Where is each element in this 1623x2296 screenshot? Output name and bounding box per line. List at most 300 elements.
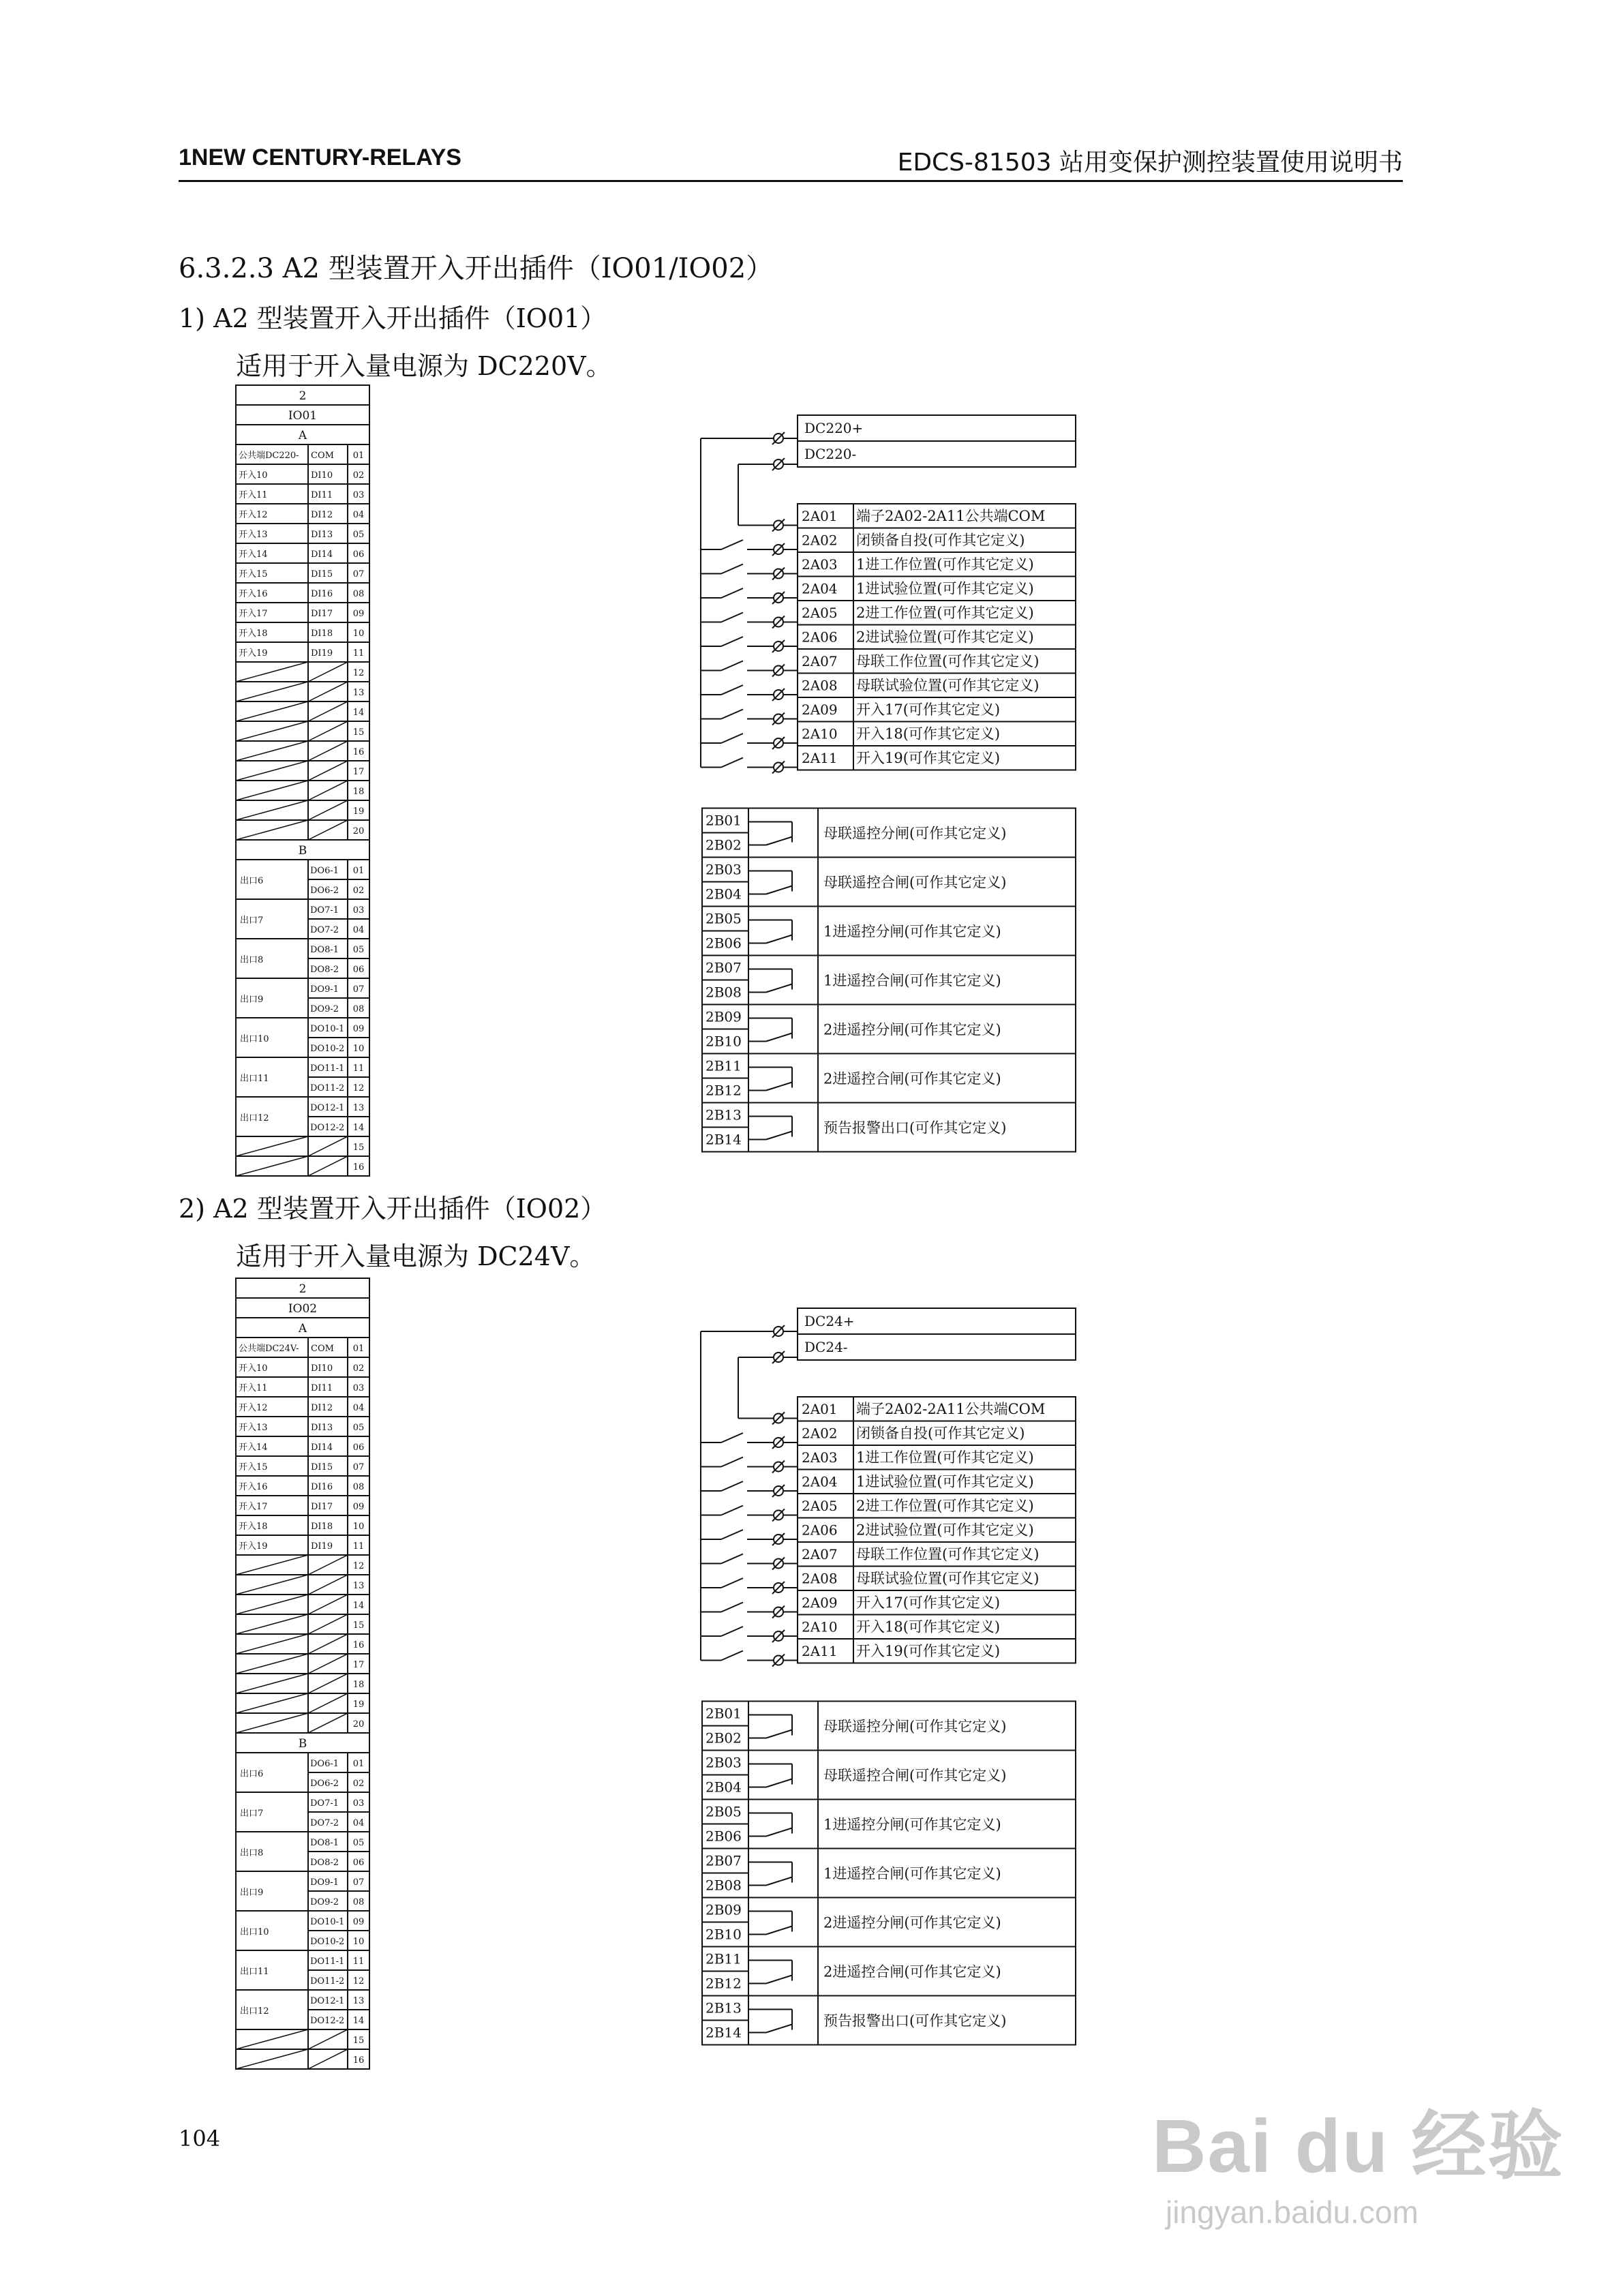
output-contact-cell <box>748 1898 818 1947</box>
relay-contact-blade <box>766 1976 792 1984</box>
table-empty-hatch <box>236 1614 308 1634</box>
relay-contact-blade <box>766 1877 792 1886</box>
supply-label: DC220- <box>804 446 857 462</box>
table-empty-hatch <box>236 2029 308 2049</box>
table-row-no: 06 <box>352 549 365 560</box>
table-empty-hatch <box>308 1595 348 1614</box>
table-group-name: 出口7 <box>240 1809 264 1819</box>
input-desc-label: 端子2A02-2A11公共端COM <box>856 508 1046 524</box>
table-row-code: DO9-2 <box>310 1004 339 1014</box>
input-desc-label: 开入19(可作其它定义) <box>856 1643 1001 1659</box>
input-terminal-label: 2A10 <box>802 1618 838 1635</box>
table-row-no: 02 <box>352 886 365 896</box>
table-row-name: 开入19 <box>239 1541 268 1552</box>
input-desc-label: 开入18(可作其它定义) <box>856 725 1001 742</box>
table-empty-hatch <box>308 2029 348 2049</box>
table-row-no: 04 <box>352 510 365 520</box>
contact-blade <box>721 1554 743 1564</box>
table-row-code: DO6-2 <box>310 886 339 896</box>
output-terminal-label: 2B05 <box>706 1803 742 1820</box>
table-row-no: 13 <box>352 1103 365 1113</box>
contact-blade <box>721 1506 743 1515</box>
output-terminal-label: 2B10 <box>706 1926 742 1943</box>
output-desc-label: 1进遥控合闸(可作其它定义) <box>823 1865 1001 1882</box>
table-row-no: 15 <box>352 727 365 738</box>
table-header-label: 2 <box>299 389 307 403</box>
table-row-no: 04 <box>352 1818 365 1828</box>
table-row-name: 开入17 <box>239 609 268 619</box>
table-group-name: 出口7 <box>240 916 264 926</box>
table-row-no: 01 <box>352 451 365 461</box>
input-terminal-label: 2A06 <box>802 629 838 646</box>
supply-label: DC220+ <box>804 420 864 436</box>
input-desc-label: 1进试验位置(可作其它定义) <box>856 1473 1034 1490</box>
io02-note: 适用于开入量电源为 DC24V。 <box>236 1241 596 1271</box>
input-terminal-label: 2A11 <box>802 1643 838 1659</box>
table-row-code: DI19 <box>311 1541 333 1552</box>
table-row-no: 20 <box>352 1719 365 1729</box>
table-group-name: 出口9 <box>240 995 264 1005</box>
table-row-code: DO6-1 <box>310 1759 339 1769</box>
output-contact-cell <box>748 1702 818 1751</box>
table-row-no: 09 <box>352 1024 365 1034</box>
table-row-no: 13 <box>352 688 365 698</box>
table-row-no: 17 <box>352 1660 365 1670</box>
table-row-name: 开入11 <box>239 1383 268 1393</box>
output-terminal-label: 2B02 <box>706 1729 742 1747</box>
relay-contact-blade <box>766 1779 792 1787</box>
input-terminal-label: 2A09 <box>802 1595 838 1611</box>
table-row-code: DO11-1 <box>310 1957 345 1967</box>
table-row-no: 04 <box>352 925 365 935</box>
table-row-code: DI18 <box>311 629 333 639</box>
table-row-name: 开入10 <box>239 470 268 481</box>
table-row-no: 06 <box>352 1442 365 1453</box>
table-row-no: 07 <box>352 569 365 579</box>
table-row-code: DI18 <box>311 1522 333 1532</box>
table-row-name: 开入11 <box>239 490 268 500</box>
table-row-code: DO12-1 <box>310 1103 345 1113</box>
output-terminal-label: 2B13 <box>706 1999 742 2016</box>
table-row-name: 开入14 <box>239 549 268 560</box>
table-header-label: IO01 <box>288 409 318 423</box>
relay-contact-blade <box>766 1927 792 1935</box>
table-empty-hatch <box>308 1555 348 1575</box>
input-desc-label: 开入19(可作其它定义) <box>856 750 1001 766</box>
table-row-code: DO12-1 <box>310 1996 345 2006</box>
output-desc-label: 2进遥控合闸(可作其它定义) <box>823 1963 1001 1980</box>
header-doc-title: EDCS-81503 站用变保护测控装置使用说明书 <box>897 149 1403 177</box>
input-desc-label: 端子2A02-2A11公共端COM <box>856 1401 1046 1417</box>
output-desc-label: 2进遥控分闸(可作其它定义) <box>823 1914 1001 1931</box>
output-terminal-label: 2B10 <box>706 1033 742 1050</box>
output-terminal-label: 2B11 <box>706 1950 742 1967</box>
output-terminal-label: 2B08 <box>706 984 742 1001</box>
table-row-no: 10 <box>352 1937 365 1947</box>
output-terminal-label: 2B11 <box>706 1057 742 1074</box>
table-row-no: 14 <box>352 708 365 718</box>
table-group-name: 出口11 <box>240 1967 269 1977</box>
output-contact-cell <box>748 1800 818 1849</box>
table-row-no: 07 <box>352 984 365 995</box>
table-row-no: 06 <box>352 965 365 975</box>
table-row-no: 11 <box>352 1541 365 1552</box>
table-row-no: 11 <box>352 648 365 659</box>
table-row-no: 02 <box>352 1779 365 1789</box>
table-empty-hatch <box>308 1693 348 1713</box>
table-row-name: 开入18 <box>239 1522 268 1532</box>
table-empty-hatch <box>236 1634 308 1654</box>
table-empty-hatch <box>236 1555 308 1575</box>
table-empty-hatch <box>308 1614 348 1634</box>
input-terminal-label: 2A11 <box>802 750 838 766</box>
table-row-no: 12 <box>352 1083 365 1093</box>
table-row-no: 08 <box>352 1004 365 1014</box>
table-empty-hatch <box>308 2049 348 2069</box>
table-row-no: 15 <box>352 1620 365 1631</box>
contact-blade <box>721 1530 743 1539</box>
input-terminal-label: 2A08 <box>802 677 838 694</box>
output-desc-label: 1进遥控合闸(可作其它定义) <box>823 972 1001 989</box>
table-row-no: 14 <box>352 2016 365 2026</box>
contact-blade <box>721 1627 743 1636</box>
input-desc-label: 母联试验位置(可作其它定义) <box>856 677 1040 694</box>
input-terminal-label: 2A05 <box>802 1498 838 1514</box>
table-row-no: 16 <box>352 1162 365 1173</box>
table-row-no: 10 <box>352 1522 365 1532</box>
table-row-name: 开入15 <box>239 1462 268 1472</box>
table-empty-hatch <box>236 1713 308 1733</box>
table-row-no: 18 <box>352 1680 365 1690</box>
input-terminal-label: 2A02 <box>802 532 838 549</box>
output-desc-label: 预告报警出口(可作其它定义) <box>823 1119 1007 1136</box>
input-terminal-label: 2A05 <box>802 605 838 621</box>
table-group-name: 出口9 <box>240 1888 264 1898</box>
input-terminal-label: 2A03 <box>802 556 838 573</box>
table-row-no: 13 <box>352 1996 365 2006</box>
table-group-name: 出口6 <box>240 876 264 886</box>
input-desc-label: 母联工作位置(可作其它定义) <box>856 653 1040 669</box>
table-empty-hatch <box>308 1713 348 1733</box>
output-terminal-label: 2B02 <box>706 836 742 854</box>
input-desc-label: 闭锁备自投(可作其它定义) <box>856 1425 1025 1442</box>
relay-contact-blade <box>766 1828 792 1837</box>
table-row-code: DO8-1 <box>310 945 339 955</box>
watermark-url: jingyan.baidu.com <box>1166 2194 1419 2230</box>
table-row-no: 08 <box>352 1482 365 1492</box>
output-terminal-label: 2B01 <box>706 812 742 829</box>
table-row-code: DO10-1 <box>310 1917 345 1927</box>
table-row-name: 开入19 <box>239 648 268 659</box>
input-terminal-label: 2A03 <box>802 1449 838 1466</box>
table-b-label: B <box>298 1737 307 1751</box>
table-row-name: 开入17 <box>239 1502 268 1512</box>
table-row-code: DI12 <box>311 1403 333 1413</box>
table-header-label: IO02 <box>288 1302 318 1316</box>
output-terminal-label: 2B07 <box>706 959 742 976</box>
table-row-code: DO11-2 <box>310 1083 345 1093</box>
table-row-no: 20 <box>352 826 365 836</box>
table-row-code: DO12-2 <box>310 1123 345 1133</box>
output-terminal-label: 2B06 <box>706 935 742 952</box>
table-group-name: 出口8 <box>240 1848 264 1858</box>
table-row-code: DI12 <box>311 510 333 520</box>
output-contact-cell <box>748 1849 818 1898</box>
table-row-code: DI11 <box>311 490 333 500</box>
table-row-code: DO8-2 <box>310 965 339 975</box>
output-terminal-label: 2B09 <box>706 1008 742 1025</box>
table-row-name: 公共端DC24V- <box>239 1344 299 1354</box>
table-group-name: 出口6 <box>240 1769 264 1779</box>
table-row-code: DO10-1 <box>310 1024 345 1034</box>
table-row-no: 14 <box>352 1123 365 1133</box>
table-row-code: DI16 <box>311 1482 333 1492</box>
table-row-code: DO12-2 <box>310 2016 345 2026</box>
table-group-name: 出口11 <box>240 1074 269 1084</box>
table-row-code: DI17 <box>311 609 333 619</box>
contact-blade <box>721 1603 743 1612</box>
table-header-label: A <box>298 429 307 442</box>
table-row-code: DI15 <box>311 569 333 579</box>
input-desc-label: 开入17(可作其它定义) <box>856 701 1001 718</box>
table-row-code: DI15 <box>311 1462 333 1472</box>
table-row-no: 04 <box>352 1403 365 1413</box>
table-row-no: 07 <box>352 1462 365 1472</box>
input-desc-label: 母联工作位置(可作其它定义) <box>856 1546 1040 1562</box>
table-row-code: DI14 <box>311 549 333 560</box>
table-row-no: 12 <box>352 1561 365 1571</box>
table-empty-hatch <box>236 1654 308 1674</box>
table-row-code: COM <box>311 1344 334 1354</box>
section-title: 6.3.2.3 A2 型装置开入开出插件（IO01/IO02） <box>179 253 774 284</box>
input-terminal-label: 2A08 <box>802 1570 838 1587</box>
input-terminal-label: 2A07 <box>802 653 838 669</box>
table-row-name: 开入16 <box>239 589 268 599</box>
input-desc-label: 2进工作位置(可作其它定义) <box>856 605 1034 621</box>
table-row-no: 01 <box>352 1344 365 1354</box>
header-brand: 1NEW CENTURY-RELAYS <box>179 145 461 170</box>
table-row-name: 开入16 <box>239 1482 268 1492</box>
table-row-name: 开入13 <box>239 530 268 540</box>
table-row-no: 13 <box>352 1581 365 1591</box>
io01-note: 适用于开入量电源为 DC220V。 <box>236 351 612 381</box>
table-row-no: 03 <box>352 1383 365 1393</box>
table-row-code: DO6-1 <box>310 866 339 876</box>
table-row-no: 16 <box>352 747 365 757</box>
input-desc-label: 1进工作位置(可作其它定义) <box>856 556 1034 573</box>
table-row-no: 05 <box>352 530 365 540</box>
table-row-name: 开入12 <box>239 1403 268 1413</box>
table-row-no: 09 <box>352 609 365 619</box>
relay-contact-blade <box>766 1730 792 1738</box>
output-desc-label: 母联遥控合闸(可作其它定义) <box>823 874 1007 891</box>
table-row-code: DO9-1 <box>310 984 339 995</box>
table-row-name: 开入12 <box>239 510 268 520</box>
io01-subtitle: 1) A2 型装置开入开出插件（IO01） <box>179 303 607 333</box>
table-row-no: 18 <box>352 787 365 797</box>
baidu-watermark <box>1152 2086 1564 2231</box>
input-terminal-label: 2A10 <box>802 725 838 742</box>
table-empty-hatch <box>236 1595 308 1614</box>
table-row-code: DI14 <box>311 1442 333 1453</box>
relay-contact-blade <box>766 2025 792 2033</box>
table-group-name: 出口8 <box>240 955 264 965</box>
table-row-no: 17 <box>352 767 365 777</box>
table-group-name: 出口12 <box>240 1113 269 1123</box>
output-desc-label: 母联遥控分闸(可作其它定义) <box>823 1718 1007 1735</box>
table-row-code: DI17 <box>311 1502 333 1512</box>
table-empty-hatch <box>236 1674 308 1693</box>
table-row-no: 16 <box>352 1640 365 1650</box>
input-terminal-label: 2A07 <box>802 1546 838 1562</box>
input-desc-label: 开入18(可作其它定义) <box>856 1618 1001 1635</box>
output-terminal-label: 2B06 <box>706 1828 742 1845</box>
table-empty-hatch <box>308 1674 348 1693</box>
table-row-no: 05 <box>352 1423 365 1433</box>
table-row-code: DO9-1 <box>310 1877 339 1888</box>
table-row-code: COM <box>311 451 334 461</box>
output-desc-label: 2进遥控分闸(可作其它定义) <box>823 1021 1001 1038</box>
table-row-code: DO10-2 <box>310 1937 345 1947</box>
output-terminal-label: 2B01 <box>706 1705 742 1722</box>
table-row-code: DI13 <box>311 1423 333 1433</box>
output-terminal-label: 2B03 <box>706 1754 742 1771</box>
output-desc-label: 母联遥控合闸(可作其它定义) <box>823 1767 1007 1784</box>
table-empty-hatch <box>236 1575 308 1595</box>
table-row-code: DO11-1 <box>310 1063 345 1074</box>
table-row-code: DO7-2 <box>310 1818 339 1828</box>
table-group-name: 出口12 <box>240 2006 269 2016</box>
table-empty-hatch <box>308 1634 348 1654</box>
output-terminal-label: 2B14 <box>706 1131 742 1148</box>
table-row-no: 12 <box>352 668 365 678</box>
input-desc-label: 2进试验位置(可作其它定义) <box>856 1522 1034 1539</box>
table-row-code: DI10 <box>311 470 333 481</box>
table-row-no: 06 <box>352 1858 365 1868</box>
table-row-no: 02 <box>352 1363 365 1374</box>
output-terminal-label: 2B07 <box>706 1852 742 1869</box>
output-terminal-label: 2B03 <box>706 861 742 878</box>
output-desc-label: 1进遥控分闸(可作其它定义) <box>823 923 1001 940</box>
table-row-code: DO6-2 <box>310 1779 339 1789</box>
table-row-no: 03 <box>352 905 365 916</box>
input-terminal-label: 2A04 <box>802 580 838 597</box>
output-terminal-label: 2B08 <box>706 1877 742 1894</box>
input-terminal-label: 2A02 <box>802 1425 838 1442</box>
contact-blade <box>721 1481 743 1491</box>
table-b-label: B <box>298 844 307 858</box>
table-row-no: 09 <box>352 1917 365 1927</box>
input-terminal-label: 2A01 <box>802 1401 838 1417</box>
table-row-name: 开入15 <box>239 569 268 579</box>
output-terminal-label: 2B09 <box>706 1901 742 1918</box>
output-desc-label: 预告报警出口(可作其它定义) <box>823 2012 1007 2029</box>
table-empty-hatch <box>236 1693 308 1713</box>
table-row-name: 公共端DC220- <box>239 451 299 461</box>
table-row-code: DO9-2 <box>310 1897 339 1907</box>
table-row-no: 07 <box>352 1877 365 1888</box>
table-row-no: 11 <box>352 1957 365 1967</box>
page-number: 104 <box>179 2126 221 2151</box>
table-empty-hatch <box>308 1654 348 1674</box>
table-row-no: 12 <box>352 1976 365 1987</box>
table-row-code: DO11-2 <box>310 1976 345 1987</box>
table-row-no: 01 <box>352 866 365 876</box>
table-row-name: 开入14 <box>239 1442 268 1453</box>
table-row-no: 03 <box>352 1798 365 1809</box>
table-row-no: 02 <box>352 470 365 481</box>
supply-label: DC24- <box>804 1339 848 1355</box>
table-group-name: 出口10 <box>240 1034 269 1044</box>
contact-blade <box>721 1578 743 1588</box>
output-terminal-label: 2B13 <box>706 1106 742 1123</box>
output-contact-cell <box>748 1996 818 2045</box>
output-terminal-label: 2B14 <box>706 2024 742 2041</box>
input-terminal-label: 2A04 <box>802 1473 838 1490</box>
table-row-code: DI11 <box>311 1383 333 1393</box>
table-row-no: 16 <box>352 2055 365 2066</box>
table-row-no: 05 <box>352 1838 365 1848</box>
input-desc-label: 闭锁备自投(可作其它定义) <box>856 532 1025 549</box>
output-terminal-label: 2B12 <box>706 1082 742 1099</box>
table-row-no: 15 <box>352 2036 365 2046</box>
output-terminal-label: 2B05 <box>706 910 742 927</box>
output-desc-label: 2进遥控合闸(可作其它定义) <box>823 1070 1001 1087</box>
table-group-name: 出口10 <box>240 1927 269 1937</box>
table-row-code: DO8-2 <box>310 1858 339 1868</box>
output-terminal-label: 2B12 <box>706 1975 742 1992</box>
input-desc-label: 1进试验位置(可作其它定义) <box>856 580 1034 597</box>
table-row-code: DO10-2 <box>310 1044 345 1054</box>
table-row-code: DI10 <box>311 1363 333 1374</box>
table-row-no: 09 <box>352 1502 365 1512</box>
table-row-no: 08 <box>352 1897 365 1907</box>
table-row-no: 14 <box>352 1601 365 1611</box>
table-row-code: DO7-1 <box>310 1798 339 1809</box>
input-desc-label: 开入17(可作其它定义) <box>856 1595 1001 1611</box>
table-row-code: DI13 <box>311 530 333 540</box>
output-terminal-label: 2B04 <box>706 1779 742 1796</box>
output-contact-cell <box>748 1947 818 1996</box>
table-row-no: 19 <box>352 806 365 817</box>
table-row-no: 05 <box>352 945 365 955</box>
contact-blade <box>721 1457 743 1467</box>
table-row-name: 开入10 <box>239 1363 268 1374</box>
table-row-name: 开入13 <box>239 1423 268 1433</box>
table-row-name: 开入18 <box>239 629 268 639</box>
output-terminal-label: 2B04 <box>706 886 742 903</box>
table-row-no: 10 <box>352 1044 365 1054</box>
watermark-logo-text: Bai du 经验 <box>1152 2104 1564 2188</box>
table-row-no: 15 <box>352 1143 365 1153</box>
table-empty-hatch <box>308 1575 348 1595</box>
table-row-no: 11 <box>352 1063 365 1074</box>
table-empty-hatch <box>236 2049 308 2069</box>
contact-blade <box>721 1651 743 1661</box>
table-row-code: DO8-1 <box>310 1838 339 1848</box>
table-row-no: 08 <box>352 589 365 599</box>
table-row-no: 10 <box>352 629 365 639</box>
input-terminal-label: 2A01 <box>802 508 838 524</box>
table-row-code: DO7-1 <box>310 905 339 916</box>
table-header-label: A <box>298 1322 307 1335</box>
input-desc-label: 1进工作位置(可作其它定义) <box>856 1449 1034 1466</box>
table-row-no: 03 <box>352 490 365 500</box>
table-header-label: 2 <box>299 1282 307 1296</box>
input-terminal-label: 2A06 <box>802 1522 838 1539</box>
input-desc-label: 母联试验位置(可作其它定义) <box>856 1570 1040 1587</box>
table-row-no: 01 <box>352 1759 365 1769</box>
